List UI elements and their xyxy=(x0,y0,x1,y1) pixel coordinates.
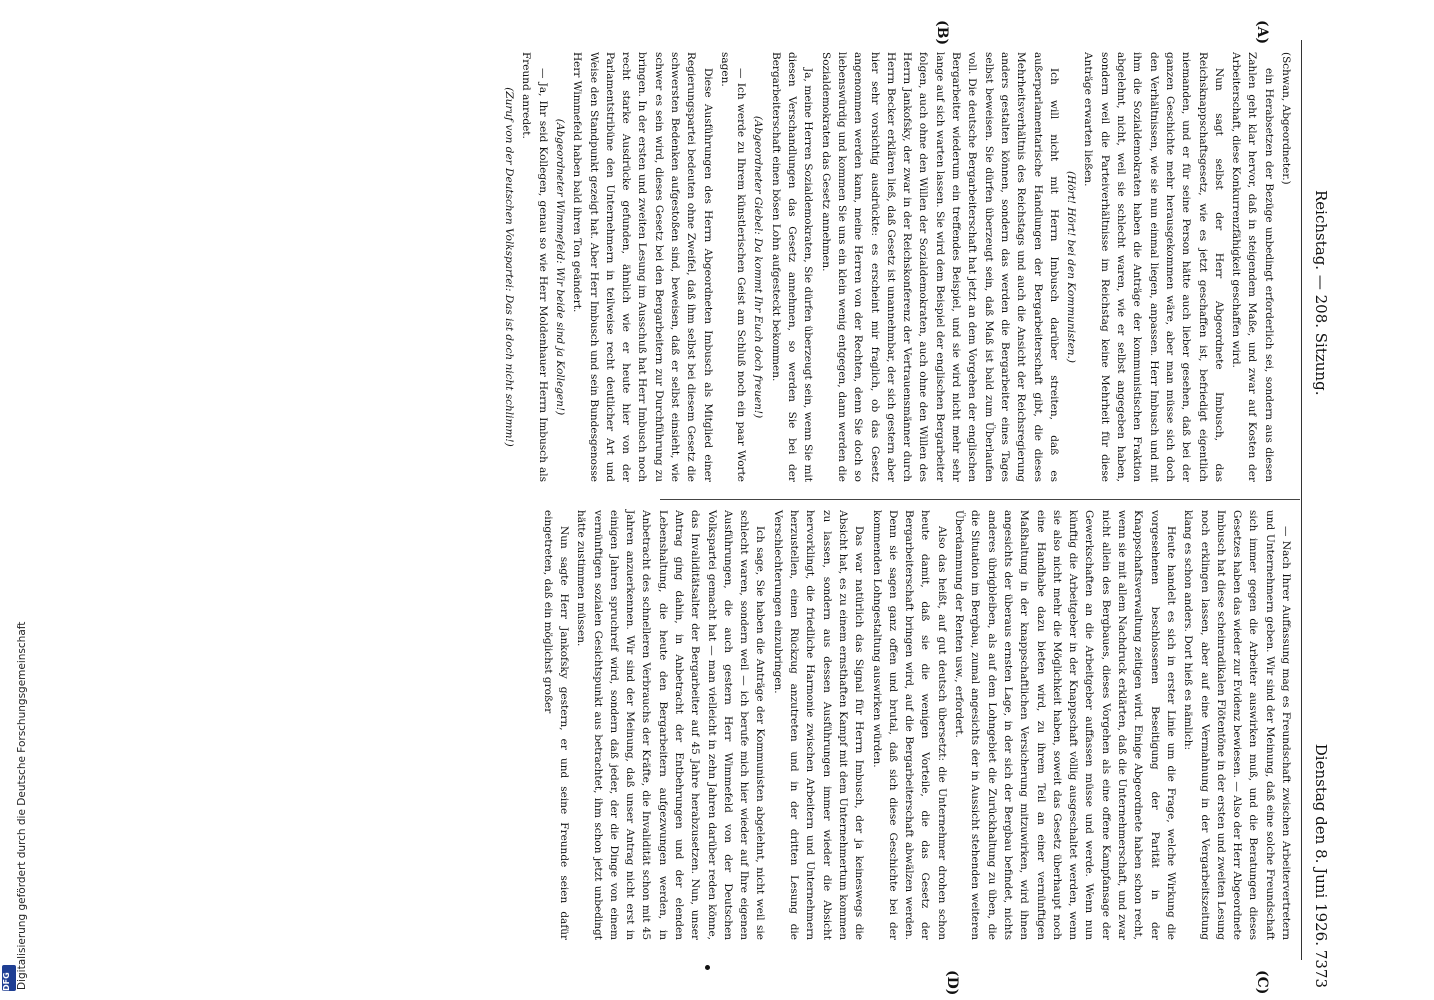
header-date: Dienstag den 8. Juni 1926. xyxy=(1312,743,1330,946)
margin-marker-a: (A) xyxy=(1254,20,1270,45)
paragraph: Ja, meine Herren Sozialdemokraten, Sie dürfen überzeugt sein, wenn Sie mit diesen Verschandlungen das Gesetz annehmen, so werden Sie bei der Bergarbeiterschaft einen bösen Lohn aufgesteckt bekommen. xyxy=(769,52,815,482)
left-column xyxy=(500,52,1294,482)
header-session: Reichstag. — 208. Sitzung. xyxy=(1312,190,1330,396)
paragraph: Nun sagte Herr Jankofsky gestern, er und seine Freunde seien dafür eingetreten, daß ein möglichst großer xyxy=(541,510,570,940)
digitization-credit: Digitalisierung gefördert durch die Deutsche Forschungsgemeinschaft xyxy=(16,621,28,990)
page-number: 7373 xyxy=(1312,949,1330,988)
header-rule xyxy=(1301,40,1302,960)
paragraph: Diese Ausführungen des Herrn Abgeordneten Imbusch als Mitglied einer Regierungspartei bedeuten ohne Zweifel, daß ihm selbst bei diesem Gesetz die schwersten Bedenken aufgestoßen sind, beweisen, daß er selbst einsieht, wie schwer es sein wird, dieses Gesetz bei den Bergarbeitern zur Durchführung zu bringen. In der ersten und zweiten Lesung im Ausschuß hat Herr Imbusch noch recht starke Ausdrücke gefunden, ähnlich wie er heute hier von der Parlamentstribüne den Unternehmern in teilweise recht deutlicher Art und Weise den Standpunkt gezeigt hat. Aber Herr Imbusch und sein Bundesgenosse Herr Wimmefeld haben bald ihren Ton geändert. xyxy=(571,52,714,482)
paragraph: Ich sage, Sie haben die Anträge der Kommunisten abgelehnt, nicht weil sie schlecht waren, sondern weil — ich berufe mich hier wieder auf Ihre eigenen Ausführungen, die auch gestern Herr Wimmefeld von der Deutschen Volkspartei gemacht hat — man vielleicht in zehn Jahren darüber reden könne, das Invaliditätsalter der Bergarbeiter auf 45 Jahre herabzusetzen. Nun, unser Antrag ging dahin, in Anbetracht der Entbehrungen und der elenden Lebenshaltung, die heute den Bergarbeitern aufgezwungen werden, in Anbetracht des schnelleren Verbrauchs der Kräfte, die Invalidität schon mit 45 Jahren anzuerkennen. Wir sind der Meinung, daß unser Antrag nicht erst in einigen Jahren spruchreif wird, sondern daß jeder, der die Dinge von einem vernünftigen sozialen Gesichtspunkt aus betrachtet, ihm schon jetzt unbedingt hätte zustimmen müssen. xyxy=(575,510,767,940)
paragraph: Das war natürlich das Signal für Herrn Imbusch, der ja keineswegs die Absicht hat, es zu einem ernsthaften Kampf mit dem Unternehmertum kommen zu lassen, sondern aus dessen Ausführungen immer wieder die Absicht hervorklingt, die friedliche Harmonie zwischen Arbeitern und Unternehmern herzustellen, einen Rückzug anzutreten und in der dritten Lesung die Verschlechterungen einzubringen. xyxy=(771,510,866,940)
interjection: (Zuruf von der Deutschen Volkspartei: Das ist doch nicht schlimm!) xyxy=(503,87,516,447)
paragraph: ein Herabsetzen der Bezüge unbedingt erforderlich sei, sondern aus diesen Zahlen geht klar hervor, daß in steigendem Maße, und zwar auf Kosten der Arbeiterschaft, diese Konkurrenzfähigkeit geschaffen wird. xyxy=(1230,52,1275,482)
paragraph: — Nach Ihrer Auffassung mag es Freundschaft zwischen Arbeitervertretern und Unternehmern geben. Wir sind der Meinung, daß eine solche Freundschaft sich immer gegen die Arbeiter auswirken muß, und die Beratungen dieses Gesetzes haben das wieder zur Evidenz bewiesen. — Also der Herr Abgeordnete Imbusch hat diese scheinradikalen Flötentöne in der ersten und zweiten Lesung noch erklingen lassen, aber auf eine Vermahnung in der Vergarbeitszeitung klang es schon anders. Dort hieß es nämlich: xyxy=(1182,510,1292,940)
paragraph: Also das heißt, auf gut deutsch übersetzt: die Unternehmer drohen schon heute damit, daß sie die wenigen Vorteile, die das Gesetz der Bergarbeiterschaft bringen wird, auf die Bergarbeiterschaft abwälzen werden. Denn sie sagen ganz offen und brutal, daß sich diese Geschichte bei der kommenden Lohngestaltung auswirken würden. xyxy=(870,510,948,940)
margin-marker-b: (B) xyxy=(934,20,950,46)
margin-dot xyxy=(705,965,710,970)
margin-marker-d: (D) xyxy=(944,970,960,996)
speaker-line: (Schwan, Abgeordneter.) xyxy=(1280,52,1292,185)
paragraph: Nun sagt selbst der Herr Abgeordnete Imbusch, das Reichsknappschaftsgesetz, wie es jetzt geschaffen ist, befriedigt eigentlich niemanden, und er für seine Person hätte auch lieber gesehen, daß bei der ganzen Geschichte mehr herausgekommen wäre, aber man müsse sich doch den Verhältnissen, wie sie nun einmal liegen, anpassen. Herr Imbusch und mit ihm die Sozialdemokraten haben die Anträge der kommunistischen Fraktion abgelehnt, nicht, weil sie schlecht waren, wie er selbst angegeben haben, sondern weil die Parteiverhältnisse im Reichstag keine Mehrheit für diese Anträge erwarten ließen. xyxy=(1082,52,1225,482)
interjection: (Abgeordneter Giebel: Da kommt Ihr Euch doch freuen!) xyxy=(752,115,765,419)
column-divider xyxy=(660,499,1300,500)
interjection: (Abgeordneter Wimmefeld: Wir beide sind ja Kollegen!) xyxy=(553,118,566,416)
rotated-page-content xyxy=(160,0,1340,1000)
paragraph: Ich will nicht mit Herrn Imbusch darüber streiten, daß es außerparlamentarische Handlungen der Bergarbeiterschaft gibt, die dieses Mehrheitsverhältnis des Reichstags und auch die Ansicht der Reichsregierung anders gestalten können, sondern das werden die Bergarbeiter eines Tages selbst beweisen. Sie dürfen überzeugt sein, daß Maß ist bald zum Überlaufen voll. Die deutsche Bergarbeiterschaft hat jetzt an dem Vorgehen der englischen Bergarbeiter wiederum ein treffendes Beispiel, und sie wird nicht mehr sehr lange auf sich warten lassen. Sie wird dem Beispiel der englischen Bergarbeiter folgen, auch ohne den Willen der Sozialdemokraten, auch ohne den Willen des Herrn Jankofsky, der zwar in der Reichskonferenz der Vertrauensmänner durch Herrn Becker erklären ließ, daß Gesetz ist unannehmbar, der sich gestern aber hier sehr vorsichtig ausdrückte: es erscheint mir fraglich, ob das Gesetz angenommen werden kann, meine Herren von der Rechten, denn Sie doch so liebenswürdig und kommen Sie uns ein klein wenig entgegen, dann werden die Sozialdemokraten das Gesetz annehmen. xyxy=(819,52,1060,482)
dfg-logo-icon: DFG xyxy=(2,965,16,991)
margin-marker-c: (C) xyxy=(1254,970,1270,995)
paragraph: — Ich werde zu Ihrem künstlerischen Geist am Schluß noch ein paar Worte sagen. xyxy=(718,52,748,482)
paragraph: — Ja, Ihr seid Kollegen, genau so wie Herr Moldenhauer Herrn Imbusch als Freund anredet. xyxy=(520,52,549,482)
page-header xyxy=(1304,40,1334,988)
right-column xyxy=(538,510,1294,940)
interjection: (Hört! Hört! bei den Kommunisten.) xyxy=(1065,170,1078,363)
quoted-paragraph: Heute handelt es sich in erster Linie um die Frage, welche Wirkung die vorgesehenen beschlossenen Beseitigung der Parität in der Knappschaftsverwaltung zeitigen wird. Einige Abgeordnete haben schon recht, wenn sie mit allem Nachdruck erklärten, daß die Unternehmerschaft, und zwar nicht allein des Bergbaues, dieses Vorgehen als eine offene Kampfansage der Gewerkschaften an die Arbeitgeber auffassen müsse und werde. Wenn nun künftig die Arbeitgeber in der Knappschaft völlig ausgeschaltet werden, wenn sie also nicht mehr die Möglichkeit haben, soweit das Gesetz überhaupt noch eine Handhabe dazu bieten wird, zu ihrem Teil an einer vernünftigen Maßhaltung in der knappschaftlichen Versicherung mitzuwirken, wird ihnen angesichts der überaus ernsten Lage, in der sich der Bergbau befindet, nichts anderes übrigbleiben, als auf dem Lohngebiet die Zurückhaltung zu üben, die die Situation im Bergbau, zumal angesichts der in Aussicht stehenden weiteren Überdammung der Renten usw., erfordert. xyxy=(953,510,1177,940)
